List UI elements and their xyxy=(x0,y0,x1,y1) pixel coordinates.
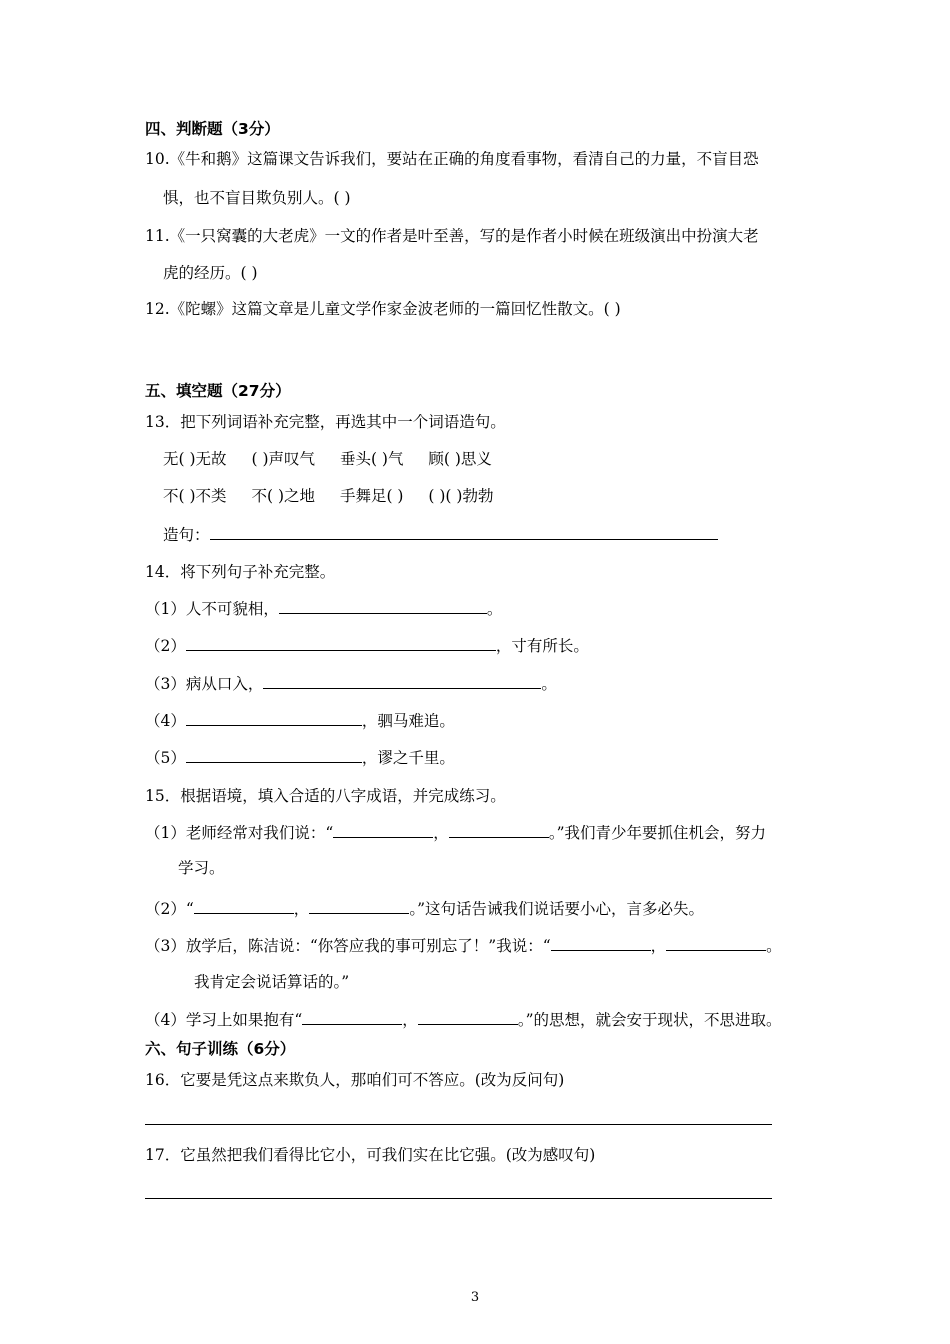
item-text: 。 xyxy=(541,675,557,693)
answer-blank[interactable] xyxy=(263,672,541,689)
sentence-line xyxy=(163,523,718,546)
idiom-blank[interactable] xyxy=(666,934,766,951)
q15-4 xyxy=(145,1008,782,1031)
words-row1 xyxy=(163,448,492,470)
sentence-label: 造句： xyxy=(163,526,210,544)
q15-1 xyxy=(145,821,766,844)
q15-text: （3）放学后，陈洁说：“你答应我的事可别忘了！”我说：“ xyxy=(145,937,551,955)
idiom-blank[interactable] xyxy=(333,821,433,838)
q14-item-3 xyxy=(145,672,557,695)
q11-line2: 虎的经历。( ) xyxy=(163,264,258,282)
section5-title: 五、填空题（27分） xyxy=(145,382,291,400)
q15: 15．根据语境，填入合适的八字成语，并完成练习。 xyxy=(145,787,506,805)
q15-text: 。”我们青少年要抓住机会，努力 xyxy=(548,824,766,842)
item-number: （4） xyxy=(145,712,186,730)
q15-2 xyxy=(145,897,704,920)
item-text: 人不可貌相， xyxy=(185,600,279,618)
word-blank: ( )声叹气 xyxy=(251,450,315,468)
q10-line2: 惧，也不盲目欺负别人。( ) xyxy=(163,189,351,207)
answer-blank[interactable] xyxy=(279,597,487,614)
q12: 12.《陀螺》这篇文章是儿童文学作家金波老师的一篇回忆性散文。( ) xyxy=(145,300,621,318)
comma: ， xyxy=(650,937,667,955)
q10-line1: 10.《牛和鹅》这篇课文告诉我们，要站在正确的角度看事物，看清自己的力量，不盲目恐 xyxy=(145,150,759,168)
q15-1-cont: 学习。 xyxy=(178,859,225,877)
q17-answer-line[interactable] xyxy=(145,1198,772,1199)
q14-item-2 xyxy=(145,634,589,657)
q13: 13．把下列词语补充完整，再选其中一个词语造句。 xyxy=(145,413,506,431)
item-number: （5） xyxy=(145,749,186,767)
section6-title: 六、句子训练（6分） xyxy=(145,1040,296,1058)
q14: 14．将下列句子补充完整。 xyxy=(145,563,336,581)
q15-text: 。”的思想，就会安于现状，不思进取。 xyxy=(517,1011,782,1029)
item-number: （3） xyxy=(145,675,186,693)
item-text: ，寸有所长。 xyxy=(495,637,589,655)
word-blank: 不( )不类 xyxy=(163,487,227,505)
answer-blank[interactable] xyxy=(186,634,496,651)
q16: 16．它要是凭这点来欺负人，那咱们可不答应。(改为反问句) xyxy=(145,1071,565,1089)
item-text: 病从口入， xyxy=(185,675,264,693)
idiom-blank[interactable] xyxy=(302,1008,402,1025)
section4-title: 四、判断题（3分） xyxy=(145,120,280,138)
answer-blank[interactable] xyxy=(186,746,362,763)
idiom-blank[interactable] xyxy=(449,821,549,838)
word-blank: ( )( )勃勃 xyxy=(428,487,494,505)
words-row2 xyxy=(163,485,493,507)
word-blank: 顾( )思义 xyxy=(428,450,492,468)
q15-text: （1）老师经常对我们说：“ xyxy=(145,824,334,842)
item-text: 。 xyxy=(486,600,503,618)
idiom-blank[interactable] xyxy=(194,897,294,914)
page-number: 3 xyxy=(470,1290,480,1305)
idiom-blank[interactable] xyxy=(418,1008,518,1025)
q11-line1: 11.《一只窝囊的大老虎》一文的作者是叶至善，写的是作者小时候在班级演出中扮演大老 xyxy=(145,227,759,245)
item-number: （2） xyxy=(145,637,186,655)
q15-text: （2）“ xyxy=(145,900,194,918)
word-blank: 垂头( )气 xyxy=(339,450,404,468)
idiom-blank[interactable] xyxy=(551,934,651,951)
comma: ， xyxy=(293,900,310,918)
word-blank: 无( )无故 xyxy=(163,450,227,468)
word-blank: 不( )之地 xyxy=(251,487,315,505)
q15-text: （4）学习上如果抱有“ xyxy=(145,1011,303,1029)
answer-blank[interactable] xyxy=(186,709,362,726)
comma: ， xyxy=(402,1011,418,1029)
word-blank: 手舞足( ) xyxy=(339,487,404,505)
idiom-blank[interactable] xyxy=(309,897,409,914)
q15-3-cont: 我肯定会说话算话的。” xyxy=(194,973,350,991)
q14-item-4 xyxy=(145,709,455,732)
q15-3 xyxy=(145,934,782,957)
q16-answer-line[interactable] xyxy=(145,1124,772,1125)
item-text: ，谬之千里。 xyxy=(361,749,455,767)
q14-item-1 xyxy=(145,597,502,620)
q15-text: 。”这句话告诫我们说话要小心，言多必失。 xyxy=(409,900,704,918)
sentence-answer-blank[interactable] xyxy=(210,523,718,540)
q17: 17．它虽然把我们看得比它小，可我们实在比它强。(改为感叹句) xyxy=(145,1146,596,1164)
item-text: ，驷马难追。 xyxy=(361,712,455,730)
item-number: （1） xyxy=(145,600,186,618)
q15-text: 。 xyxy=(766,937,782,955)
q14-item-5 xyxy=(145,746,455,769)
comma: ， xyxy=(433,824,449,842)
